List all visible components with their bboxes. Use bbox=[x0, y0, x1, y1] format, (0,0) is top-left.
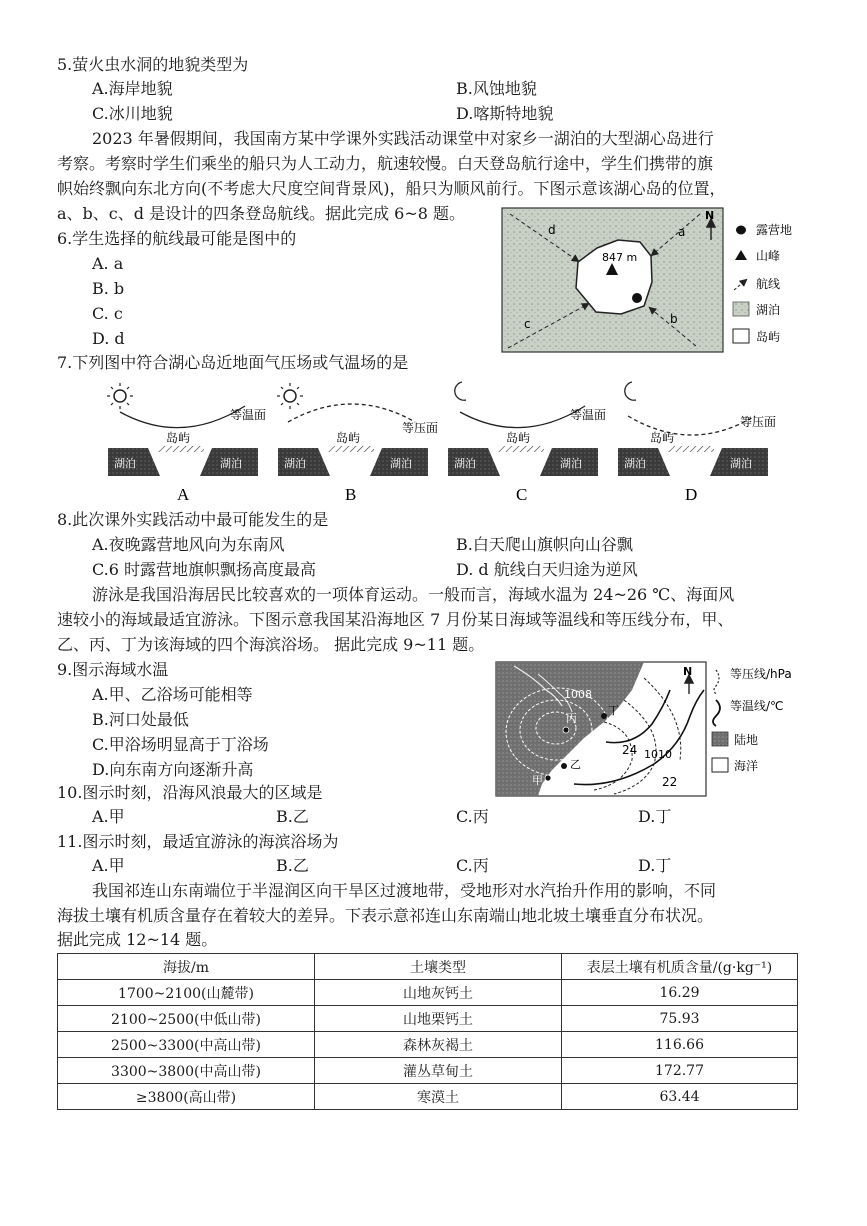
q6-option-a[interactable]: A. a bbox=[92, 254, 124, 273]
sun-icon bbox=[284, 390, 296, 402]
legend-isobar-icon bbox=[714, 670, 719, 694]
legend-route: 航线 bbox=[756, 277, 781, 291]
legend-peak-icon bbox=[735, 250, 747, 260]
beach-bing-dot bbox=[563, 727, 569, 733]
table-header-soil-type: 土壤类型 bbox=[315, 954, 562, 980]
q8-option-d[interactable]: D. d 航线白天归途为逆风 bbox=[456, 560, 638, 579]
panel-c-letter: C bbox=[516, 485, 528, 504]
legend-isotherm-icon bbox=[713, 700, 720, 726]
panel-d-letter: D bbox=[685, 485, 698, 504]
table-row bbox=[58, 1006, 798, 1032]
beach-yi-dot bbox=[561, 763, 567, 769]
route-label-a: a bbox=[678, 225, 686, 239]
table-header-row bbox=[58, 954, 798, 980]
isotherm-label-22: 22 bbox=[662, 775, 678, 789]
q8-option-b[interactable]: B.白天爬山旗帜向山谷飘 bbox=[456, 535, 633, 554]
intro6-line-3: 帜始终飘向东北方向(不考虑大尺度空间背景风)，船只为顺风前行。下图示意该湖心岛的位置， bbox=[57, 179, 726, 198]
q5-stem: 5.萤火虫水洞的地貌类型为 bbox=[57, 55, 249, 74]
q8-stem: 8.此次课外实践活动中最可能发生的是 bbox=[57, 510, 329, 529]
panel-a-lake-label-right: 湖泊 bbox=[220, 457, 242, 470]
isobar-label-1008: 1008 bbox=[564, 688, 592, 701]
soil-table bbox=[57, 953, 798, 1110]
table-cell-organic-matter: 16.29 bbox=[562, 980, 798, 1006]
table-cell-elevation: 3300~3800(中高山带) bbox=[58, 1058, 315, 1084]
isobar-curve bbox=[288, 404, 415, 422]
legend-island: 岛屿 bbox=[756, 330, 781, 344]
intro9-line-3: 乙、丙、丁为该海域的四个海滨浴场。 据此完成 9~11 题。 bbox=[57, 635, 485, 654]
q11-option-a[interactable]: A.甲 bbox=[92, 856, 125, 875]
q7-diagrams bbox=[100, 376, 780, 506]
q6-option-b[interactable]: B. b bbox=[92, 279, 125, 298]
q7-panel-a bbox=[107, 383, 266, 504]
q7-panel-b bbox=[277, 383, 438, 504]
peak-elevation-label: 847 m bbox=[602, 251, 638, 264]
panel-d-island-ground bbox=[668, 446, 714, 452]
table-cell-soil-type: 森林灰褐土 bbox=[315, 1032, 562, 1058]
isobar-label-1010: 1010 bbox=[644, 748, 672, 761]
table-cell-elevation: 2500~3300(中高山带) bbox=[58, 1032, 315, 1058]
q5-option-a[interactable]: A.海岸地貌 bbox=[92, 79, 173, 98]
table-row bbox=[58, 1084, 798, 1110]
north-label: N bbox=[683, 665, 693, 678]
q11-stem: 11.图示时刻，最适宜游泳的海滨浴场为 bbox=[57, 832, 339, 851]
table-cell-organic-matter: 116.66 bbox=[562, 1032, 798, 1058]
legend-route-icon bbox=[734, 280, 746, 290]
table-header-organic-matter: 表层土壤有机质含量/(g·kg⁻¹) bbox=[562, 954, 798, 980]
beach-bing-label: 丙 bbox=[566, 712, 577, 725]
route-label-b: b bbox=[670, 312, 678, 326]
intro12-line-2: 海拔土壤有机质含量存在着较大的差异。下表示意祁连山东南端山地北坡土壤垂直分布状况。 bbox=[57, 906, 714, 925]
legend-campsite: 露营地 bbox=[756, 223, 793, 237]
legend-lake-icon bbox=[733, 302, 749, 316]
legend-island-icon bbox=[733, 329, 749, 343]
table-cell-soil-type: 山地栗钙土 bbox=[315, 1006, 562, 1032]
route-label-c: c bbox=[524, 317, 531, 331]
panel-c-lake-label-left: 湖泊 bbox=[454, 457, 476, 470]
q5-option-c[interactable]: C.冰川地貌 bbox=[92, 104, 173, 123]
panel-c-island-ground bbox=[498, 446, 544, 452]
panel-b-curve-label: 等压面 bbox=[402, 421, 439, 435]
table-row bbox=[58, 1032, 798, 1058]
panel-c-lake-label-right: 湖泊 bbox=[560, 457, 582, 470]
q6-option-c[interactable]: C. c bbox=[92, 304, 123, 323]
table-cell-soil-type: 寒漠土 bbox=[315, 1084, 562, 1110]
q11-option-c[interactable]: C.丙 bbox=[456, 856, 489, 875]
q7-panel-c bbox=[448, 382, 606, 504]
north-label: N bbox=[705, 209, 715, 222]
table-cell-elevation: ≥3800(高山带) bbox=[58, 1084, 315, 1110]
legend-isobar: 等压线/hPa bbox=[730, 667, 792, 681]
panel-a-letter: A bbox=[177, 485, 190, 504]
beach-jia-dot bbox=[545, 775, 551, 781]
beach-ding-label: 丁 bbox=[608, 704, 619, 717]
panel-b-lake-label-left: 湖泊 bbox=[284, 457, 306, 470]
q9-option-c[interactable]: C.甲浴场明显高于丁浴场 bbox=[92, 735, 269, 754]
sun-icon bbox=[114, 390, 126, 402]
panel-a-lake-label-left: 湖泊 bbox=[114, 457, 136, 470]
legend-land: 陆地 bbox=[734, 733, 759, 747]
legend-sea-icon bbox=[712, 758, 728, 772]
isotherm-label-24: 24 bbox=[622, 743, 638, 757]
table-cell-soil-type: 灌丛草甸土 bbox=[315, 1058, 562, 1084]
q8-option-c[interactable]: C.6 时露营地旗帜飘扬高度最高 bbox=[92, 560, 317, 579]
q10-option-a[interactable]: A.甲 bbox=[92, 807, 125, 826]
q5-option-b[interactable]: B.风蚀地貌 bbox=[456, 79, 537, 98]
isotherm-curve bbox=[120, 406, 245, 428]
panel-b-letter: B bbox=[345, 485, 357, 504]
q9-stem: 9.图示海域水温 bbox=[57, 660, 169, 679]
table-cell-organic-matter: 172.77 bbox=[562, 1058, 798, 1084]
beach-yi-label: 乙 bbox=[570, 758, 581, 771]
panel-d-lake-label-left: 湖泊 bbox=[624, 457, 646, 470]
intro6-line-1: 2023 年暑假期间，我国南方某中学课外实践活动课堂中对家乡一湖泊的大型湖心岛进行 bbox=[92, 129, 714, 148]
panel-a-curve-label: 等温面 bbox=[230, 408, 267, 422]
legend-isotherm: 等温线/℃ bbox=[730, 699, 784, 713]
q10-stem: 10.图示时刻，沿海风浪最大的区域是 bbox=[57, 783, 323, 802]
coastal-map bbox=[494, 660, 824, 800]
intro12-line-3: 据此完成 12~14 题。 bbox=[57, 930, 218, 949]
panel-b-lake-label-right: 湖泊 bbox=[390, 457, 412, 470]
table-row bbox=[58, 980, 798, 1006]
legend-land-icon bbox=[712, 732, 728, 746]
q9-option-b[interactable]: B.河口处最低 bbox=[92, 710, 189, 729]
moon-icon bbox=[455, 382, 466, 400]
panel-a-island-label: 岛屿 bbox=[166, 431, 191, 445]
table-cell-organic-matter: 75.93 bbox=[562, 1006, 798, 1032]
route-label-d: d bbox=[548, 223, 556, 237]
beach-jia-label: 甲 bbox=[532, 774, 543, 787]
q9-option-d[interactable]: D.向东南方向逐渐升高 bbox=[92, 760, 254, 779]
isotherm-curve bbox=[460, 406, 585, 428]
q10-option-d[interactable]: D.丁 bbox=[638, 807, 672, 826]
q8-option-a[interactable]: A.夜晚露营地风向为东南风 bbox=[92, 535, 285, 554]
panel-d-island-label: 岛屿 bbox=[650, 431, 675, 445]
table-row bbox=[58, 1058, 798, 1084]
q7-stem: 7.下列图中符合湖心岛近地面气压场或气温场的是 bbox=[57, 353, 409, 372]
intro12-line-1: 我国祁连山东南端位于半湿润区向干旱区过渡地带，受地形对水汽抬升作用的影响，不同 bbox=[92, 881, 717, 900]
isobar-curve bbox=[628, 416, 755, 435]
lake-island-map bbox=[500, 206, 800, 356]
legend-sea: 海洋 bbox=[734, 759, 759, 773]
moon-icon bbox=[625, 382, 636, 400]
panel-c-curve-label: 等温面 bbox=[570, 408, 607, 422]
legend-lake: 湖泊 bbox=[756, 303, 781, 317]
intro6-line-2: 考察。考察时学生们乘坐的船只为人工动力，航速较慢。白天登岛航行途中，学生们携带的旗 bbox=[57, 154, 714, 173]
table-cell-organic-matter: 63.44 bbox=[562, 1084, 798, 1110]
beach-ding-dot bbox=[601, 713, 607, 719]
q7-panel-d bbox=[618, 382, 776, 504]
table-cell-elevation: 1700~2100(山麓带) bbox=[58, 980, 315, 1006]
intro9-line-2: 速较小的海域最适宜游泳。下图示意我国某沿海地区 7 月份某日海域等温线和等压线分布，甲、 bbox=[57, 610, 734, 629]
panel-b-island-label: 岛屿 bbox=[336, 431, 361, 445]
panel-d-lake-label-right: 湖泊 bbox=[730, 457, 752, 470]
table-header-elevation: 海拔/m bbox=[58, 954, 315, 980]
q11-option-d[interactable]: D.丁 bbox=[638, 856, 672, 875]
legend-peak: 山峰 bbox=[756, 249, 781, 263]
q10-option-c[interactable]: C.丙 bbox=[456, 807, 489, 826]
intro6-line-4: a、b、c、d 是设计的四条登岛航线。据此完成 6~8 题。 bbox=[57, 204, 466, 223]
q10-option-b[interactable]: B.乙 bbox=[276, 807, 309, 826]
q5-option-d[interactable]: D.喀斯特地貌 bbox=[456, 104, 554, 123]
panel-b-island-ground bbox=[328, 446, 374, 452]
panel-d-curve-label: 等压面 bbox=[740, 415, 777, 429]
panel-c-island-label: 岛屿 bbox=[506, 431, 531, 445]
q11-option-b[interactable]: B.乙 bbox=[276, 856, 309, 875]
panel-a-island-ground bbox=[158, 446, 204, 452]
intro9-line-1: 游泳是我国沿海居民比较喜欢的一项体育运动。一般而言，海域水温为 24~26 ℃、海面风 bbox=[92, 585, 735, 604]
q6-option-d[interactable]: D. d bbox=[92, 329, 125, 348]
table-cell-elevation: 2100~2500(中低山带) bbox=[58, 1006, 315, 1032]
q9-option-a[interactable]: A.甲、乙浴场可能相等 bbox=[92, 685, 253, 704]
q6-stem: 6.学生选择的航线最可能是图中的 bbox=[57, 229, 297, 248]
legend-campsite-icon bbox=[736, 226, 746, 235]
campsite-dot bbox=[632, 293, 642, 303]
table-cell-soil-type: 山地灰钙土 bbox=[315, 980, 562, 1006]
